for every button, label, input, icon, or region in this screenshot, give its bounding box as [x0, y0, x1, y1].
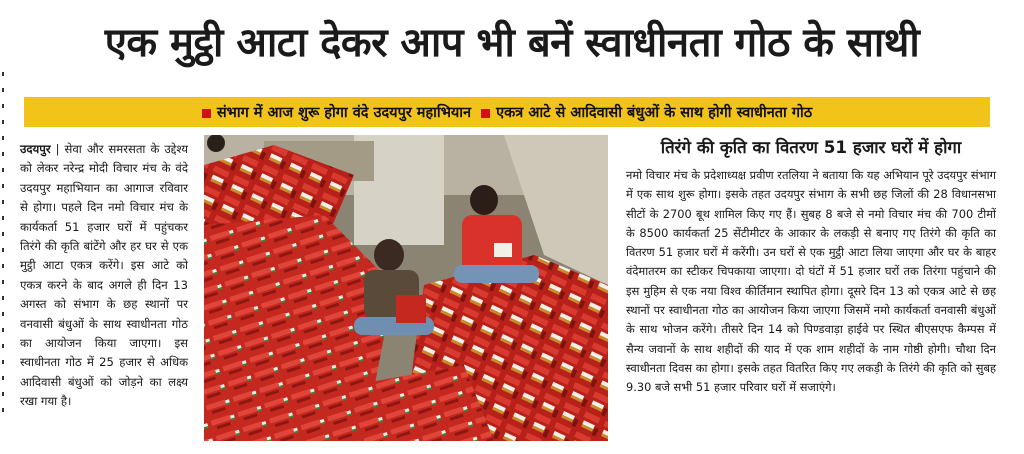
highlight-text: संभाग में आज शुरू होगा वंदे उदयपुर महाभियान [216, 105, 472, 121]
red-square-bullet-icon [481, 109, 490, 118]
red-square-bullet-icon [202, 109, 211, 118]
headline: एक मुट्ठी आटा देकर आप भी बनें स्वाधीनता गोठ के साथी [104, 20, 920, 66]
photo-illustration [204, 135, 608, 441]
right-article-body: नमो विचार मंच के प्रदेशाध्यक्ष प्रवीण रतलिया ने बताया कि यह अभियान पूरे उदयपुर संभाग में एक साथ शुरू होगा। इसके तहत उदयपुर संभाग के सभी छह जिलों की 28 विधानसभा सीटों के 2700 बूथ शामिल किए गए हैं। सुबह 8 बजे से नमो विचार मंच की 700 टीमों के 8500 कार्यकर्ता 25 सेंटीमीटर के आकार के लकड़ी से बनाए गए तिरंगे की कृति का वितरण 51 हजार घरों में करेंगी। उन घरों से एक मुट्ठी आटा लिया जाएगा और घर के बाहर वंदेमातरम का स्टीकर चिपकाया जाएगा। दो घंटों में 51 हजार घरों तक तिरंगा पहुंचाने की इस मुहिम से एक नया विश्व कीर्तिमान स्थापित होगा। दूसरे दिन 13 को एकत्र आटे से छह स्थानों पर स्वाधीनता गोठ का आयोजन किया जाएगा जिसमें नमो कार्यकर्ता वनवासी बंधुओं के साथ भोजन करेंगे। तीसरे दिन 14 को पिण्डवाड़ा हाईवे पर स्थित बीएसएफ कैम्पस में सैन्य जवानों के साथ शहीदों की याद में एक शाम शहीदों के नाम गोष्ठी होगी। चौथा दिन स्वाधीनता दिवस का होगा। इसके तहत वितरित किए गए लकड़ी के तिरंगे की कृति को सुबह 9.30 बजे सभी 51 हजार परिवार घरों में सजाएंगे। [626, 168, 996, 395]
left-article-body: | सेवा और समरसता के उद्देश्य को लेकर नरेन्द्र मोदी विचार मंच के वंदे उदयपुर महाभियान का आगाज रविवार से होगा। पहले दिन नमो विचार मंच के कार्यकर्ता 51 हजार घरों में पहुंचकर तिरंगे की कृति बांटेंगे और हर घर से एक मुट्ठी आटा एकत्र करेंगे। इस आटे को एकत्र करने के बाद अगले ही दिन 13 अगस्त को संभाग के छह स्थानों पर वनवासी बंधुओं के साथ स्वाधीनता गोठ का आयोजन किया जाएगा। इस स्वाधीनता गोठ में 25 हजार से अधिक आदिवासी बंधुओं को जोड़ने का लक्ष्य रखा गया है। [20, 142, 188, 409]
highlight-item [481, 102, 812, 122]
column-margin-marks [2, 72, 5, 452]
news-photo [204, 135, 608, 441]
dateline: उदयपुर [20, 142, 51, 156]
highlight-text: एकत्र आटे से आदिवासी बंधुओं के साथ होगी स्वाधीनता गोठ [496, 105, 813, 121]
highlight-item [202, 102, 471, 122]
subheading: तिरंगे की कृति का वितरण 51 हजार घरों में होगा [660, 137, 962, 157]
left-article [20, 140, 188, 412]
highlight-bar [24, 97, 990, 127]
right-article [626, 134, 996, 398]
